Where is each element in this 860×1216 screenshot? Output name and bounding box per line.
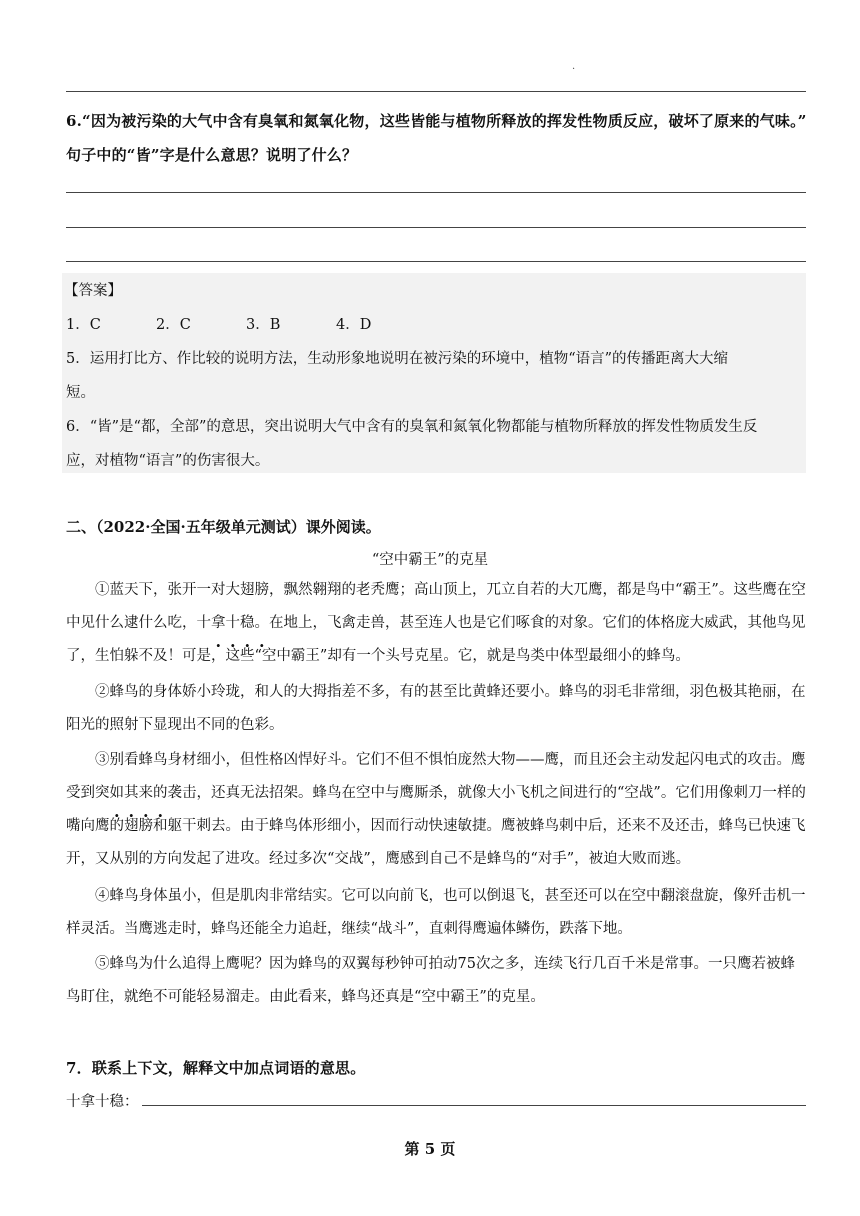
answer-6-line2: 应，对植物“语言”的伤害很大。 bbox=[66, 453, 270, 469]
emphasis-char: 突 bbox=[95, 785, 110, 801]
paragraph-4: ④蜂鸟身体虽小，但是肌肉非常结实。它可以向前飞，也可以倒退飞，甚至还可以在空中翻滚盘旋，像歼击机一样灵活。当鹰逃走时，蜂鸟还能全力追赶，继续“战斗”，直刺得鹰遍体鳞伤，跌落下地。 bbox=[66, 888, 806, 937]
paragraph-3-text-b: 的袭击，还真无法招架。蜂鸟在空中与鹰厮杀，就像大小飞机之间进行的“空战”。它们用像刺刀一样的嘴向鹰的翅膀和躯干刺去。由于蜂鸟体形细小，因而行动快速敏捷。鹰被蜂鸟刺中后，还来不及还击，蜂鸟已快速飞开，又从别的方向发起了进攻。经过多次“交战”，鹰感到自己不是蜂鸟的“对手”，被迫大败而逃。 bbox=[66, 785, 806, 867]
paragraph-5: ⑤蜂鸟为什么追得上鹰呢？因为蜂鸟的双翼每秒钟可拍动75次之多，连续飞行几百千米是常事。一只鹰若被蜂鸟盯住，就绝不可能轻易溜走。由此看来，蜂鸟还真是“空中霸王”的克星。 bbox=[66, 956, 795, 1005]
answer-5-line2: 短。 bbox=[66, 385, 95, 401]
answer-box bbox=[62, 273, 806, 473]
answer-line-1 bbox=[66, 192, 806, 193]
emphasis-char: 如 bbox=[109, 785, 124, 801]
paragraph-3-text-a: ③别看蜂鸟身材细小，但性格凶悍好斗。它们不但不惧怕庞然大物——鹰，而且还会主动发起闪电式的攻击。鹰受到 bbox=[66, 752, 806, 801]
answer-choice-1: 1．C bbox=[66, 317, 101, 333]
answer-5-line1: 5．运用打比方、作比较的说明方法，生动形象地说明在被污染的环境中，植物“语言”的传播距离大大缩 bbox=[66, 351, 729, 367]
emphasis-char: 十 bbox=[196, 615, 211, 631]
emphasis-char: 来 bbox=[138, 785, 153, 801]
paragraph-2: ②蜂鸟的身体娇小玲珑，和人的大拇指差不多，有的甚至比黄蜂还要小。蜂鸟的羽毛非常细，羽色极其艳丽，在阳光的照射下显现出不同的色彩。 bbox=[66, 684, 806, 733]
paragraph-1-text-b: 。在地上，飞禽走兽，甚至连人也是它们啄食的对象。它们的体格庞大威武，其他鸟见了，生怕躲不及！可是，这些“空中霸王”却有一个头号克星。它，就是鸟类中体型最细小的蜂鸟。 bbox=[66, 615, 806, 664]
passage-title: “空中霸王”的克星 bbox=[371, 552, 489, 568]
answer-choice-2: 2．C bbox=[156, 317, 191, 333]
emphasis-char: 拿 bbox=[211, 615, 226, 631]
answer-6-line1: 6．“皆”是“都，全部”的意思，突出说明大气中含有的臭氧和氮氧化物都能与植物所释放的挥发性物质发生反 bbox=[66, 419, 758, 435]
paragraph-1 bbox=[66, 574, 806, 673]
emphasis-char: 稳 bbox=[240, 615, 255, 631]
paragraph-1-text-a: ①蓝天下，张开一对大翅膀，飘然翱翔的老秃鹰；高山顶上，兀立自若的大兀鹰，都是鸟中“霸王”。这些鹰在空中见什么逮什么吃， bbox=[66, 582, 806, 631]
section-2-heading: 二、（2022·全国·五年级单元测试）课外阅读。 bbox=[66, 518, 381, 536]
emphasis-char: 十 bbox=[225, 615, 240, 631]
question-7: 7．联系上下文，解释文中加点词语的意思。 bbox=[66, 1059, 366, 1077]
fill-label-shinashiwen: 十拿十稳： bbox=[66, 1094, 139, 1110]
emphasis-char: 其 bbox=[124, 785, 139, 801]
question-6-line1: 6.“因为被污染的大气中含有臭氧和氮氧化物，这些皆能与植物所释放的挥发性物质反应，破坏了原来的气味。” bbox=[66, 112, 807, 130]
question-6-line2: 句子中的“皆”字是什么意思？说明了什么？ bbox=[66, 146, 358, 164]
page-number: 第 5 页 bbox=[404, 1140, 456, 1158]
paragraph-3 bbox=[66, 744, 806, 876]
answer-choice-3: 3．B bbox=[246, 317, 281, 333]
answer-choice-4: 4．D bbox=[336, 317, 372, 333]
fill-line[interactable] bbox=[142, 1105, 806, 1106]
answer-line-2 bbox=[66, 227, 806, 228]
top-rule bbox=[66, 91, 806, 92]
header-dot: · bbox=[572, 64, 576, 75]
answer-heading: 【答案】 bbox=[64, 283, 122, 299]
answer-line-3 bbox=[66, 261, 806, 262]
